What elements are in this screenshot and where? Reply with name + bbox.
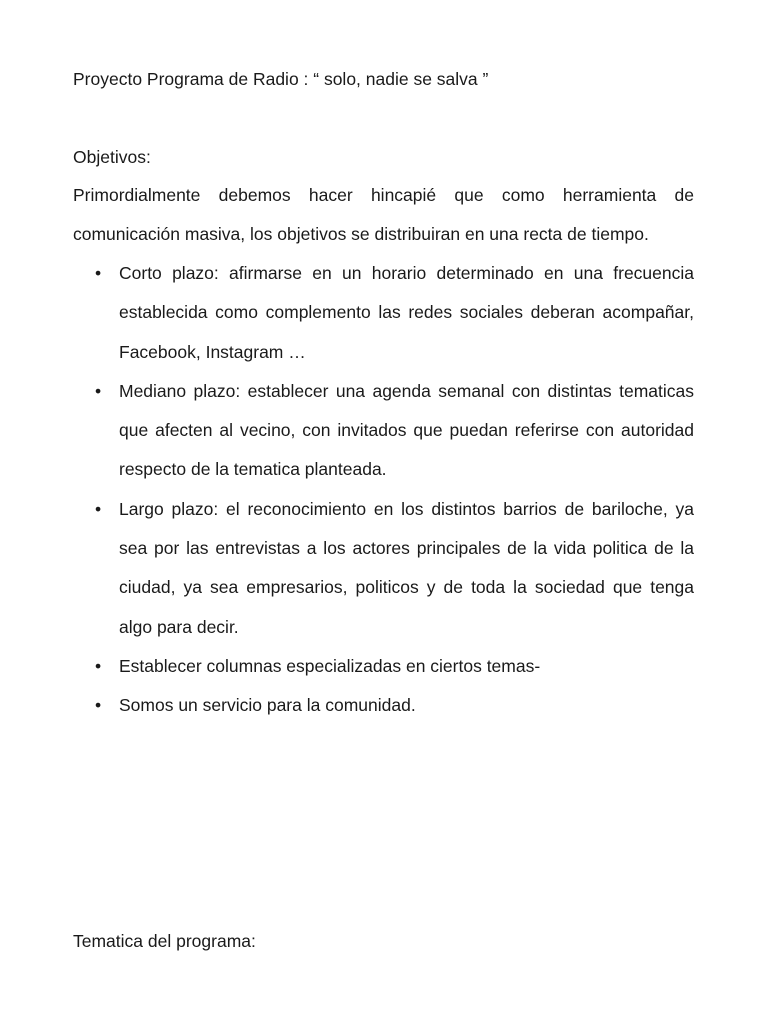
objective-item-medium-term <box>73 372 694 490</box>
bullet-icon: • <box>95 498 102 519</box>
bullet-icon: • <box>95 380 102 401</box>
program-theme-heading: Tematica del programa: <box>73 931 256 951</box>
bullet-icon: • <box>95 695 102 716</box>
objective-item-short-term <box>73 254 694 372</box>
objective-item-columns <box>73 647 694 686</box>
objective-text: Largo plazo: el reconocimiento en los distintos barrios de bariloche, ya sea por las entrevistas a los actores principales de la vida politica de la ciudad, ya sea empresarios, politicos y de toda la sociedad que tenga algo para decir. <box>119 498 694 637</box>
document-title: Proyecto Programa de Radio : “ solo, nadie se salva ” <box>73 69 489 89</box>
objective-text: Somos un servicio para la comunidad. <box>119 695 416 716</box>
objective-item-long-term <box>73 490 694 647</box>
objectives-heading: Objetivos: <box>73 147 151 167</box>
objective-text: Corto plazo: afirmarse en un horario determinado en una frecuencia establecida como complemento las redes sociales deberan acompañar, Facebook, Instagram … <box>119 263 694 362</box>
intro-paragraph: Primordialmente debemos hacer hincapié que como herramienta de comunicación masiva, los objetivos se distribuiran en una recta de tiempo. <box>73 185 694 245</box>
objective-item-community <box>73 686 694 725</box>
objective-text: Mediano plazo: establecer una agenda semanal con distintas tematicas que afecten al vecino, con invitados que puedan referirse con autoridad respecto de la tematica planteada. <box>119 380 694 480</box>
bullet-icon: • <box>95 655 102 676</box>
objective-text: Establecer columnas especializadas en ciertos temas- <box>119 655 541 676</box>
objectives-list <box>73 254 694 726</box>
bullet-icon: • <box>95 263 102 283</box>
